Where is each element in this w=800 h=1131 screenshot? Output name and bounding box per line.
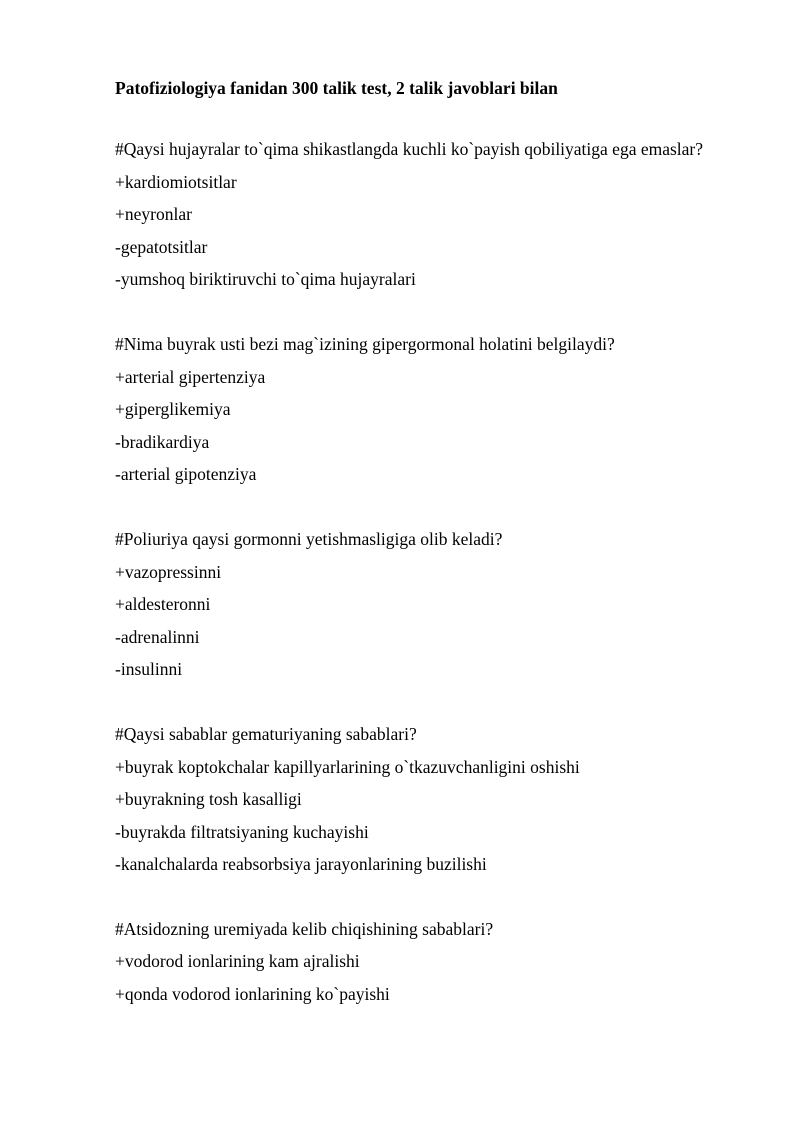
- answer-option: -bradikardiya: [115, 431, 210, 452]
- answer-option: -adrenalinni: [115, 626, 200, 647]
- document-content: [115, 76, 715, 1043]
- answer-option: -yumshoq biriktiruvchi to`qima hujayralari: [115, 269, 416, 290]
- answer-option: +buyrak koptokchalar kapillyarlarining o`tkazuvchanligini oshishi: [115, 756, 580, 777]
- answer-option: +kardiomiotsitlar: [115, 171, 237, 192]
- answer-option: +vodorod ionlarining kam ajralishi: [115, 951, 360, 972]
- question-block: [115, 328, 715, 491]
- question-text: #Poliuriya qaysi gormonni yetishmasligiga olib keladi?: [115, 528, 503, 549]
- answer-option: +arterial gipertenziya: [115, 366, 266, 387]
- answer-option: +qonda vodorod ionlarining ko`payishi: [115, 984, 390, 1005]
- question-block: [115, 133, 715, 296]
- answer-option: -insulinni: [115, 659, 183, 680]
- question-text: #Qaysi sabablar gematuriyaning sabablari?: [115, 723, 417, 744]
- answer-option: -kanalchalarda reabsorbsiya jarayonlarining buzilishi: [115, 854, 487, 875]
- answer-option: -arterial gipotenziya: [115, 464, 257, 485]
- question-block: [115, 913, 715, 1011]
- document-title: Patofiziologiya fanidan 300 talik test, 2 talik javoblari bilan: [115, 78, 558, 98]
- question-block: [115, 523, 715, 686]
- answer-option: +aldesteronni: [115, 594, 211, 615]
- answer-option: +neyronlar: [115, 204, 192, 225]
- answer-option: -buyrakda filtratsiyaning kuchayishi: [115, 821, 369, 842]
- answer-option: +giperglikemiya: [115, 399, 231, 420]
- question-text: #Atsidozning uremiyada kelib chiqishining sabablari?: [115, 918, 494, 939]
- answer-option: +buyrakning tosh kasalligi: [115, 789, 302, 810]
- question-block: [115, 718, 715, 881]
- question-text: #Qaysi hujayralar to`qima shikastlangda kuchli ko`payish qobiliyatiga ega emaslar?: [115, 139, 704, 159]
- question-text: #Nima buyrak usti bezi mag`izining gipergormonal holatini belgilaydi?: [115, 333, 615, 354]
- answer-option: +vazopressinni: [115, 561, 222, 582]
- answer-option: -gepatotsitlar: [115, 236, 208, 257]
